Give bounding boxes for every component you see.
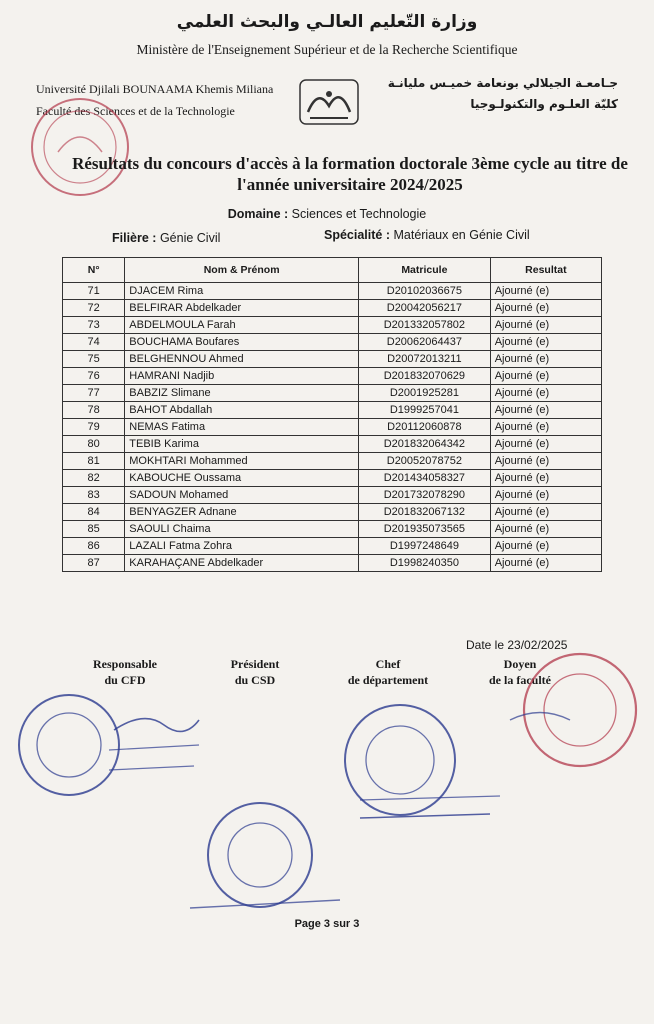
page-number: Page 3 sur 3 (294, 918, 360, 930)
row-matricule: D2001925281 (359, 385, 491, 402)
filiere-value: Génie Civil (159, 231, 221, 245)
university-name-fr: Université Djilali BOUNAAMA Khemis Miliana (36, 82, 274, 96)
row-result: Ajourné (e) (490, 487, 601, 504)
sig-chef-line2: de département (347, 673, 429, 687)
ministry-title-fr: Ministère de l'Enseignement Supérieur et de la Recherche Scientifique (136, 42, 518, 57)
table-row (63, 521, 602, 538)
table-row (63, 334, 602, 351)
col-result: Resultat (490, 258, 601, 283)
dean-stamp-red (500, 650, 650, 770)
row-number: 76 (63, 368, 125, 385)
signature-csd (210, 656, 300, 688)
row-name: TEBIB Karima (125, 436, 359, 453)
signature-cfd (80, 656, 170, 688)
table-row (63, 351, 602, 368)
table-row (63, 436, 602, 453)
row-name: KARAHAÇANE Abdelkader (125, 555, 359, 572)
row-result: Ajourné (e) (490, 453, 601, 470)
row-matricule: D20102036675 (359, 283, 491, 300)
row-number: 84 (63, 504, 125, 521)
row-matricule: D20072013211 (359, 351, 491, 368)
col-matricule: Matricule (359, 258, 491, 283)
row-number: 83 (63, 487, 125, 504)
table-row (63, 385, 602, 402)
domain-value: Sciences et Technologie (291, 207, 427, 221)
table-row (63, 283, 602, 300)
row-matricule: D201935073565 (359, 521, 491, 538)
row-name: KABOUCHE Oussama (125, 470, 359, 487)
sig-chef-line1: Chef (375, 657, 401, 671)
row-name: SADOUN Mohamed (125, 487, 359, 504)
row-result: Ajourné (e) (490, 521, 601, 538)
sig-csd-line2: du CSD (234, 673, 276, 687)
filiere-label: Filière : (112, 231, 157, 245)
results-table (62, 257, 602, 572)
row-name: BAHOT Abdallah (125, 402, 359, 419)
table-row (63, 487, 602, 504)
table-row (63, 538, 602, 555)
row-name: BELGHENNOU Ahmed (125, 351, 359, 368)
sig-cfd-line1: Responsable (92, 657, 157, 671)
table-row (63, 300, 602, 317)
row-result: Ajourné (e) (490, 300, 601, 317)
row-matricule: D1997248649 (359, 538, 491, 555)
row-number: 81 (63, 453, 125, 470)
row-result: Ajourné (e) (490, 538, 601, 555)
row-name: BENYAGZER Adnane (125, 504, 359, 521)
table-row (63, 419, 602, 436)
document-title: Résultats du concours d'accès à la formation doctorale 3ème cycle au titre de l'année universitaire 2024/2025 (72, 154, 628, 194)
table-row (63, 317, 602, 334)
sig-cfd-line2: du CFD (104, 673, 146, 687)
row-result: Ajourné (e) (490, 334, 601, 351)
row-result: Ajourné (e) (490, 504, 601, 521)
university-name-ar: جـامعـة الجيلالي بونعامة خميـس مليانـة (387, 76, 618, 90)
row-number: 80 (63, 436, 125, 453)
row-name: DJACEM Rima (125, 283, 359, 300)
sig-doyen-line1: Doyen (503, 657, 537, 671)
row-matricule: D20052078752 (359, 453, 491, 470)
row-name: BELFIRAR Abdelkader (125, 300, 359, 317)
row-name: HAMRANI Nadjib (125, 368, 359, 385)
faculty-name-ar: كليّة العلـوم والتكنولـوجيا (470, 97, 618, 111)
row-result: Ajourné (e) (490, 555, 601, 572)
row-name: SAOULI Chaima (125, 521, 359, 538)
row-matricule: D20042056217 (359, 300, 491, 317)
row-result: Ajourné (e) (490, 419, 601, 436)
col-name: Nom & Prénom (125, 258, 359, 283)
row-result: Ajourné (e) (490, 368, 601, 385)
row-matricule: D1999257041 (359, 402, 491, 419)
faculty-name-fr: Faculté des Sciences et de la Technologie (36, 104, 235, 118)
table-row (63, 470, 602, 487)
row-result: Ajourné (e) (490, 283, 601, 300)
col-number: N° (63, 258, 125, 283)
row-number: 85 (63, 521, 125, 538)
table-row (63, 402, 602, 419)
row-result: Ajourné (e) (490, 317, 601, 334)
row-matricule: D20062064437 (359, 334, 491, 351)
document-date: Date le 23/02/2025 (466, 638, 568, 652)
row-number: 74 (63, 334, 125, 351)
row-number: 71 (63, 283, 125, 300)
row-matricule: D201434058327 (359, 470, 491, 487)
table-row (63, 368, 602, 385)
csd-stamp-blue (180, 800, 350, 920)
row-matricule: D201332057802 (359, 317, 491, 334)
row-result: Ajourné (e) (490, 402, 601, 419)
sig-doyen-line2: de la faculté (489, 673, 551, 687)
ministry-title-ar: وزارة التّعليم العالـي والبحث العلمي (176, 12, 478, 32)
row-matricule: D201832067132 (359, 504, 491, 521)
row-name: MOKHTARI Mohammed (125, 453, 359, 470)
signature-chef (338, 656, 438, 688)
specialite-value: Matériaux en Génie Civil (393, 228, 530, 242)
row-number: 86 (63, 538, 125, 555)
domain-line (0, 207, 654, 221)
row-number: 87 (63, 555, 125, 572)
row-number: 78 (63, 402, 125, 419)
specialite-line (324, 228, 530, 242)
row-matricule: D201832064342 (359, 436, 491, 453)
row-name: NEMAS Fatima (125, 419, 359, 436)
table-row (63, 555, 602, 572)
row-number: 77 (63, 385, 125, 402)
row-name: ABDELMOULA Farah (125, 317, 359, 334)
row-number: 79 (63, 419, 125, 436)
row-number: 73 (63, 317, 125, 334)
table-row (63, 453, 602, 470)
row-result: Ajourné (e) (490, 470, 601, 487)
row-matricule: D20112060878 (359, 419, 491, 436)
row-result: Ajourné (e) (490, 385, 601, 402)
university-logo (298, 76, 360, 128)
row-matricule: D201832070629 (359, 368, 491, 385)
row-number: 75 (63, 351, 125, 368)
row-result: Ajourné (e) (490, 351, 601, 368)
table-header-row (63, 258, 602, 283)
row-result: Ajourné (e) (490, 436, 601, 453)
sig-csd-line1: Président (230, 657, 280, 671)
department-stamp-blue (340, 700, 510, 830)
row-name: BOUCHAMA Boufares (125, 334, 359, 351)
row-name: LAZALI Fatma Zohra (125, 538, 359, 555)
row-matricule: D1998240350 (359, 555, 491, 572)
row-number: 82 (63, 470, 125, 487)
table-row (63, 504, 602, 521)
row-name: BABZIZ Slimane (125, 385, 359, 402)
domain-label: Domaine : (227, 207, 289, 221)
row-number: 72 (63, 300, 125, 317)
cfd-stamp-blue (14, 690, 204, 800)
specialite-label: Spécialité : (324, 228, 390, 242)
row-matricule: D201732078290 (359, 487, 491, 504)
filiere-line (112, 231, 220, 245)
